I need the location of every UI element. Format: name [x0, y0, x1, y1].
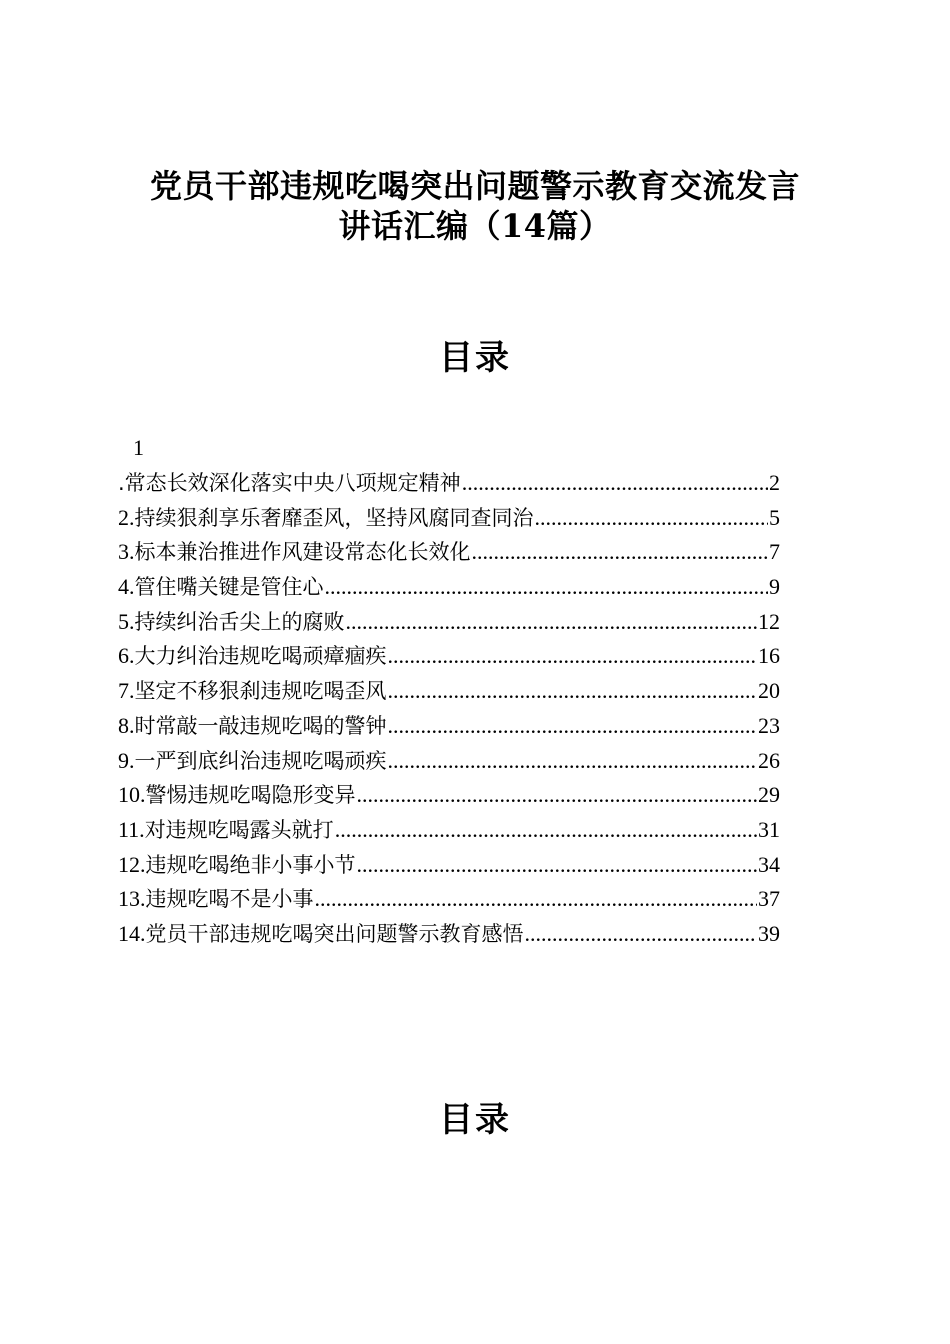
toc-entry[interactable]	[118, 501, 780, 536]
toc-heading: 目录	[439, 338, 511, 378]
toc-entry[interactable]	[118, 709, 780, 744]
toc-entry-number: 8.	[118, 712, 135, 738]
toc-entry-text: 管住嘴关键是管住心	[134, 575, 324, 600]
toc-entry-page-number: 26	[758, 747, 780, 773]
toc-entry-text: 持续狠刹享乐奢靡歪风，坚持风腐同查同治	[134, 505, 534, 530]
toc-entry-page-number: 37	[758, 886, 780, 912]
toc-entry[interactable]	[118, 848, 780, 883]
toc-entry-page-number: 39	[758, 920, 780, 946]
toc-entry-page-number: 7	[769, 539, 780, 565]
toc-entry-number: 4.	[118, 574, 135, 600]
toc-entry-number: 10.	[118, 782, 146, 808]
toc-entry-text: 党员干部违规吃喝突出问题警示教育感悟	[145, 921, 524, 946]
toc-entry-text: 对违规吃喝露头就打	[144, 817, 334, 842]
toc-entry-number: 14.	[118, 920, 146, 946]
toc-entry-title	[118, 917, 524, 952]
toc-dot-leader	[462, 466, 768, 501]
toc-entry[interactable]	[118, 744, 780, 779]
toc-entry-number: 12.	[118, 851, 146, 877]
toc-entry-text: 一严到底纠治违规吃喝顽疾	[134, 748, 387, 773]
document-title-line-1: 党员干部违规吃喝突出问题警示教育交流发言	[149, 167, 800, 205]
toc-entry[interactable]	[118, 605, 780, 640]
toc-entry-page-number: 12	[758, 608, 780, 634]
toc-entry-number: 9.	[118, 747, 135, 773]
toc-first-number: 1	[133, 435, 144, 460]
toc-entry-title	[118, 709, 387, 744]
toc-entry-text: 警惕违规吃喝隐形变异	[145, 783, 356, 808]
document-title-line-2: 讲话汇编（14篇）	[338, 207, 612, 245]
toc-entry-page-number: 9	[769, 574, 780, 600]
toc-entry-page-number: 5	[769, 504, 780, 530]
toc-entry-text: 违规吃喝不是小事	[145, 887, 314, 912]
toc-entry-title	[118, 744, 387, 779]
toc-dot-leader	[346, 605, 758, 640]
toc-entry[interactable]	[118, 535, 780, 570]
toc-dot-leader	[535, 501, 769, 536]
toc-entry[interactable]	[118, 466, 780, 501]
toc-dot-leader	[388, 709, 758, 744]
toc-entry-number: 3.	[118, 539, 135, 565]
toc-entry-page-number: 34	[758, 851, 780, 877]
toc-entry-number: 5.	[118, 608, 135, 634]
toc-entry[interactable]	[118, 917, 780, 952]
toc-entry-title	[118, 501, 534, 536]
toc-entry[interactable]	[118, 570, 780, 605]
toc-entry-text: 持续纠治舌尖上的腐败	[134, 609, 345, 634]
toc-entry[interactable]	[118, 882, 780, 917]
toc-entry-number: 6.	[118, 643, 135, 669]
toc-entry-text: 大力纠治违规吃喝顽瘴痼疾	[134, 644, 387, 669]
toc-entry-page-number: 23	[758, 712, 780, 738]
toc-entry-text: 违规吃喝绝非小事小节	[145, 852, 356, 877]
toc-entry-title	[118, 778, 356, 813]
toc-heading-repeat: 目录	[439, 1100, 511, 1140]
toc-entry-number: 11.	[118, 816, 145, 842]
toc-entry-title	[118, 848, 356, 883]
toc-entry-page-number: 2	[769, 470, 780, 495]
toc-dot-leader	[388, 744, 758, 779]
toc-entry-title	[118, 570, 324, 605]
toc-dot-leader	[388, 674, 758, 709]
toc-entry[interactable]	[118, 778, 780, 813]
toc-entry-page-number: 20	[758, 678, 780, 704]
toc-entry-title	[118, 466, 461, 501]
toc-dot-leader	[315, 882, 758, 917]
toc-dot-leader	[357, 778, 758, 813]
toc-entry-text: 坚定不移狠刹违规吃喝歪风	[134, 679, 387, 704]
table-of-contents	[118, 466, 780, 952]
toc-entry-text: 时常敲一敲违规吃喝的警钟	[134, 713, 387, 738]
toc-dot-leader	[335, 813, 757, 848]
toc-entry-page-number: 16	[758, 643, 780, 669]
toc-entry[interactable]	[118, 639, 780, 674]
toc-dot-leader	[357, 848, 758, 883]
toc-entry-title	[118, 535, 471, 570]
toc-entry-title	[118, 639, 387, 674]
toc-entry-number: 2.	[118, 504, 135, 530]
toc-entry-page-number: 29	[758, 782, 780, 808]
toc-entry-title	[118, 813, 334, 848]
toc-entry-text: 标本兼治推进作风建设常态化长效化	[134, 540, 471, 565]
toc-entry-page-number: 31	[758, 816, 780, 842]
toc-entry[interactable]	[118, 674, 780, 709]
toc-dot-leader	[325, 570, 769, 605]
toc-dot-leader	[388, 639, 758, 674]
toc-entry-title	[118, 882, 314, 917]
toc-entry-number: 13.	[118, 886, 146, 912]
toc-entry-title	[118, 605, 345, 640]
toc-dot-leader	[525, 917, 758, 952]
toc-entry[interactable]	[118, 813, 780, 848]
toc-entry-number: 7.	[118, 678, 135, 704]
toc-dot-leader	[472, 535, 769, 570]
toc-entry-title	[118, 674, 387, 709]
toc-entry-text: .常态长效深化落实中央八项规定精神	[118, 471, 461, 495]
